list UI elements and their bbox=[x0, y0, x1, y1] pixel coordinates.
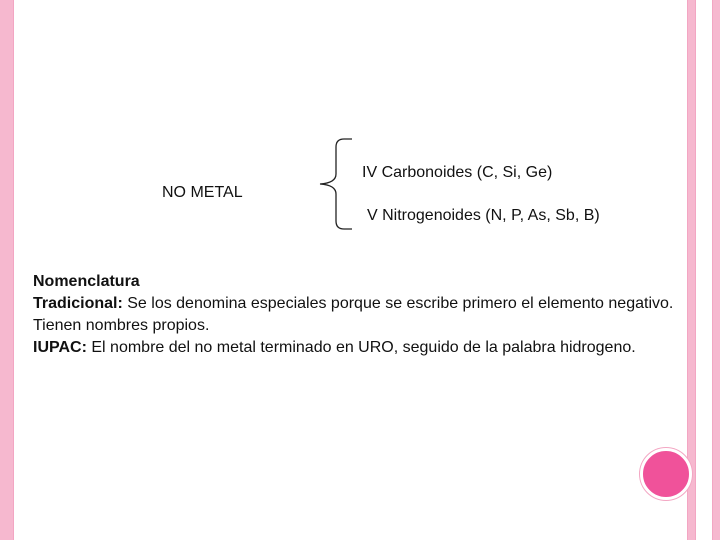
group-item-nitrogenoides: V Nitrogenoides (N, P, As, Sb, B) bbox=[367, 207, 600, 224]
traditional-label: Tradicional: bbox=[33, 295, 123, 312]
left-border-strip bbox=[0, 0, 13, 540]
traditional-paragraph bbox=[33, 293, 683, 337]
decorative-circle bbox=[640, 448, 692, 500]
iupac-paragraph bbox=[33, 337, 683, 359]
group-item-carbonoides: IV Carbonoides (C, Si, Ge) bbox=[362, 164, 553, 181]
iupac-text: El nombre del no metal terminado en URO, seguido de la palabra hidrogeno. bbox=[86, 339, 636, 356]
nomenclature-heading: Nomenclatura bbox=[33, 273, 140, 290]
curly-brace-icon bbox=[316, 138, 356, 230]
content-frame bbox=[13, 0, 688, 540]
no-metal-label: NO METAL bbox=[162, 184, 243, 201]
right-border-line bbox=[712, 0, 713, 540]
nomenclature-text bbox=[33, 271, 683, 359]
iupac-label: IUPAC: bbox=[33, 339, 87, 356]
right-border-line bbox=[695, 0, 696, 540]
right-border-gap bbox=[695, 0, 713, 540]
traditional-text: Se los denomina especiales porque se escribe primero el elemento negativo. Tienen nombres propios. bbox=[33, 295, 674, 334]
